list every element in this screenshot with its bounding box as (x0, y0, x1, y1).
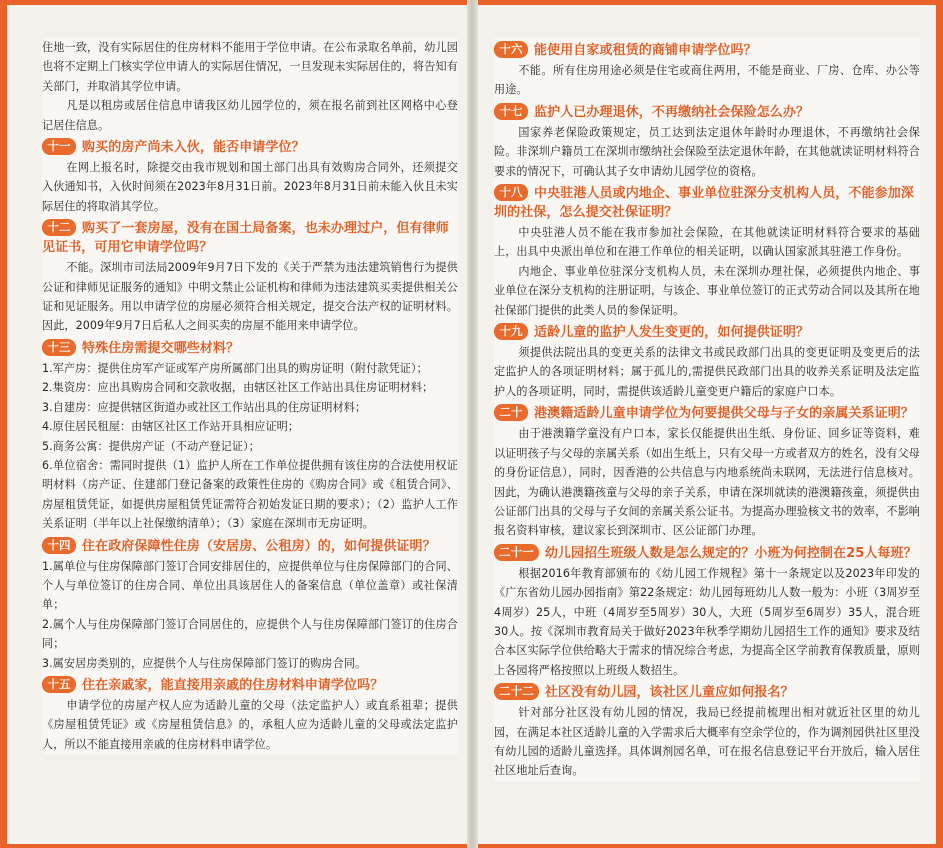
question-number-badge: 二十一 (494, 544, 539, 561)
question-20-heading (494, 404, 920, 423)
question-21-answer: 根据2016年教育部颁布的《幼儿园工作规程》第十一条规定以及2023年印发的《广东省幼儿园办园指南》第22条规定：幼儿园每班幼儿人数一般为：小班（3周岁至4周岁）25人，中班（4周岁至5周岁）30人，大班（5周岁至6周岁）35人，混合班30人。按《深圳市教育局关于做好2023年秋季学期幼儿园招生工作的通知》要求及结合本区实际学位供给略大于需求的情况综合考虑，为提高全区学前教育保教质量，原则上各园将严格按照以上班级人数招生。 (494, 566, 920, 677)
question-19-heading (494, 323, 920, 342)
list-item: 6.单位宿舍：需同时提供（1）监护人所在工作单位提供拥有该住房的合法使用权证明材料（房产证、住建部门登记备案的政策性住房的《购房合同》或《租赁合同》、房屋租赁凭证，如提供房屋租赁凭证需符合初始发证日期的要求）；（2）监护人工作关系证明（半年以上社保缴纳清单）；（3）家庭在深圳市无房证明。 (42, 458, 458, 531)
question-title: 购买了一套房屋，没有在国土局备案，也未办理过户，但有律师见证书，可用它申请学位吗？ (42, 221, 449, 256)
question-title: 港澳籍适龄儿童申请学位为何要提供父母与子女的亲属关系证明？ (534, 406, 914, 422)
question-21-heading (494, 544, 920, 563)
question-number-badge: 十四 (42, 537, 76, 554)
question-number-badge: 二十 (494, 404, 528, 421)
question-title: 能使用自家或租赁的商铺申请学位吗？ (534, 43, 757, 58)
question-17-heading (494, 103, 920, 122)
question-14-heading (42, 537, 458, 556)
question-title: 幼儿园招生班级人数是怎么规定的？小班为何控制在25人每班？ (544, 545, 917, 561)
question-title: 购买的房产尚未入伙，能否申请学位？ (82, 140, 305, 156)
question-number-badge: 十二 (42, 219, 76, 236)
list-item: 2.属个人与住房保障部门签订合同居住的，应提供个人与住房保障部门签订的住房合同； (42, 617, 458, 651)
question-number-badge: 十三 (42, 339, 76, 356)
question-number-badge: 十九 (494, 323, 528, 340)
question-18-answer-1: 中央驻港人员不能在我市参加社会保险，在其他就读证明材料符合要求的基础上，出具中央派出单位和在港工作单位的相关证明，以确认国家派其驻港工作身份。 (494, 226, 920, 259)
question-16-heading (494, 41, 920, 60)
question-title: 适龄儿童的监护人发生变更的，如何提供证明？ (534, 325, 810, 341)
question-title: 住在亲戚家，能直接用亲戚的住房材料申请学位吗？ (82, 677, 384, 693)
question-20-answer: 由于港澳籍学童没有户口本，家长仅能提供出生纸、身份证、回乡证等资料，难以证明孩子与父母的亲属关系（如出生纸上，只有父母一方或者双方的姓名，没有父母的身份证信息），同时，因香港的公共信息与内地系统尚未联网，无法进行信息核对。因此，为确认港澳籍孩童与父母的亲子关系，申请在深圳就读的港澳籍孩童，须提供由公证部门出具的父母与子女间的亲属关系公证书。为提高办理验核文书的效率，不影响报名资料审核，建议家长到深圳市、区公证部门办理。 (494, 427, 920, 538)
question-number-badge: 十五 (42, 676, 76, 693)
question-19-answer: 须提供法院出具的变更关系的法律文书或民政部门出具的变更证明及变更后的法定监护人的各项证明材料；属于孤儿的,需提供民政部门出具的收养关系证明及法定监护人的各项证明，同时，需提供该适龄儿童变更户籍后的家庭户口本。 (494, 346, 920, 398)
question-title: 住在政府保障性住房（安居房、公租房）的，如何提供证明？ (82, 538, 436, 554)
question-title: 中央驻港人员或内地企、事业单位驻深分支机构人员，不能参加深圳的社保，怎么提交社保证明？ (494, 186, 914, 221)
list-item: 3.属安居房类别的，应提供个人与住房保障部门签订的购房合同。 (42, 656, 367, 670)
question-11-heading (42, 138, 458, 157)
question-12-heading (42, 219, 458, 257)
question-title: 社区没有幼儿园，该社区儿童应如何报名？ (544, 685, 794, 701)
question-13-heading (42, 339, 458, 358)
list-item: 4.原住居民租屋：由辖区社区工作站开具相应证明； (42, 420, 300, 434)
intro-paragraph-1: 住地一致，没有实际居住的住房材料不能用于学位申请。在公布录取名单前，幼儿园也将不定期上门核实学位申请人的实际居住情况，一旦发现未实际居住的，将告知有关部门，并取消其学位申请。 (42, 41, 458, 93)
question-18-answer-2: 内地企、事业单位驻深分支机构人员，未在深圳办理社保，必须提供内地企、事业单位在深分支机构的注册证明，与该企、事业单位签订的正式劳动合同以及其所在地社保部门提供的此类人员的参保证明。 (494, 264, 920, 317)
question-22-answer: 针对部分社区没有幼儿园的情况，我局已经提前梳理出相对就近社区里的幼儿园，在满足本社区适龄儿童的入学需求后大概率有空余学位的，作为调剂园供社区里没有幼儿园的适龄儿童选择。具体调剂园名单，可在报名信息登记平台开放后，输入居住社区地址后查询。 (494, 706, 920, 778)
question-number-badge: 十一 (42, 138, 76, 155)
right-page (494, 38, 920, 781)
question-15-heading (42, 676, 458, 695)
question-title: 监护人已办理退休，不再缴纳社会保险怎么办？ (534, 104, 810, 120)
question-number-badge: 十八 (494, 184, 528, 201)
question-15-answer: 申请学位的房屋产权人应为适龄儿童的父母（法定监护人）或直系祖辈；提供《房屋租赁凭证》或《房屋租赁信息》的，承租人应为适龄儿童的父母或法定监护人，所以不能直接用亲戚的住房材料申请学位。 (42, 698, 458, 751)
question-17-answer: 国家养老保险政策规定，员工达到法定退休年龄时办理退休，不再缴纳社会保险。非深圳户籍员工在深圳市缴纳社会保险至法定退休年龄，在其他就读证明材料符合要求的情况下，可确认其子女申请幼儿园学位的资格。 (494, 125, 920, 178)
question-number-badge: 二十二 (494, 683, 539, 700)
left-border (0, 0, 7, 848)
question-number-badge: 十六 (494, 41, 528, 58)
question-number-badge: 十七 (494, 103, 528, 120)
page-fold (467, 0, 478, 848)
list-item: 1.军产房：提供住房军产证或军产房所属部门出具的购房证明（附付款凭证）； (42, 361, 428, 375)
list-item: 1.属单位与住房保障部门签订合同安排居住的，应提供单位与住房保障部门的合同、个人与单位签订的住房合同、单位出具该居住人的备案信息（单位盖章）或社保清单； (42, 559, 458, 612)
question-11-answer: 在网上报名时，除提交由我市规划和国土部门出具有效购房合同外，还须提交入伙通知书，入伙时间须在2023年8月31日前。2023年8月31日前未能入伙且未实际居住的将取消其学位。 (42, 161, 458, 213)
question-22-heading (494, 683, 920, 702)
question-12-answer: 不能。深圳市司法局2009年9月7日下发的《关于严禁为违法建筑销售行为提供公证和律师见证服务的通知》中明文禁止公证机构和律师为违法建筑买卖提供相关公证和见证服务。用以申请学位的房屋必须符合相关规定，提交合法产权的证明材料。因此，2009年9月7日后私人之间买卖的房屋不能用来申请学位。 (42, 261, 458, 333)
right-border (936, 0, 943, 848)
intro-paragraph-2: 凡是以租房或居住信息申请我区幼儿园学位的，须在报名前到社区网格中心登记居住信息。 (42, 99, 458, 132)
question-16-answer: 不能。所有住房用途必须是住宅或商住两用，不能是商业、厂房、仓库、办公等用途。 (494, 64, 920, 97)
list-item: 2.集资房：应出具购房合同和交款收据，由辖区社区工作站出具住房证明材料； (42, 381, 434, 395)
left-page (42, 38, 458, 754)
question-18-heading (494, 184, 920, 222)
question-title: 特殊住房需提交哪些材料？ (82, 340, 240, 356)
question-14-answer-list (42, 557, 458, 673)
question-13-answer-list (42, 359, 458, 534)
list-item: 5.商务公寓：提供房产证（不动产登记证）； (42, 439, 260, 453)
list-item: 3.自建房：应提供辖区街道办或社区工作站出具的住房证明材料； (42, 400, 367, 414)
